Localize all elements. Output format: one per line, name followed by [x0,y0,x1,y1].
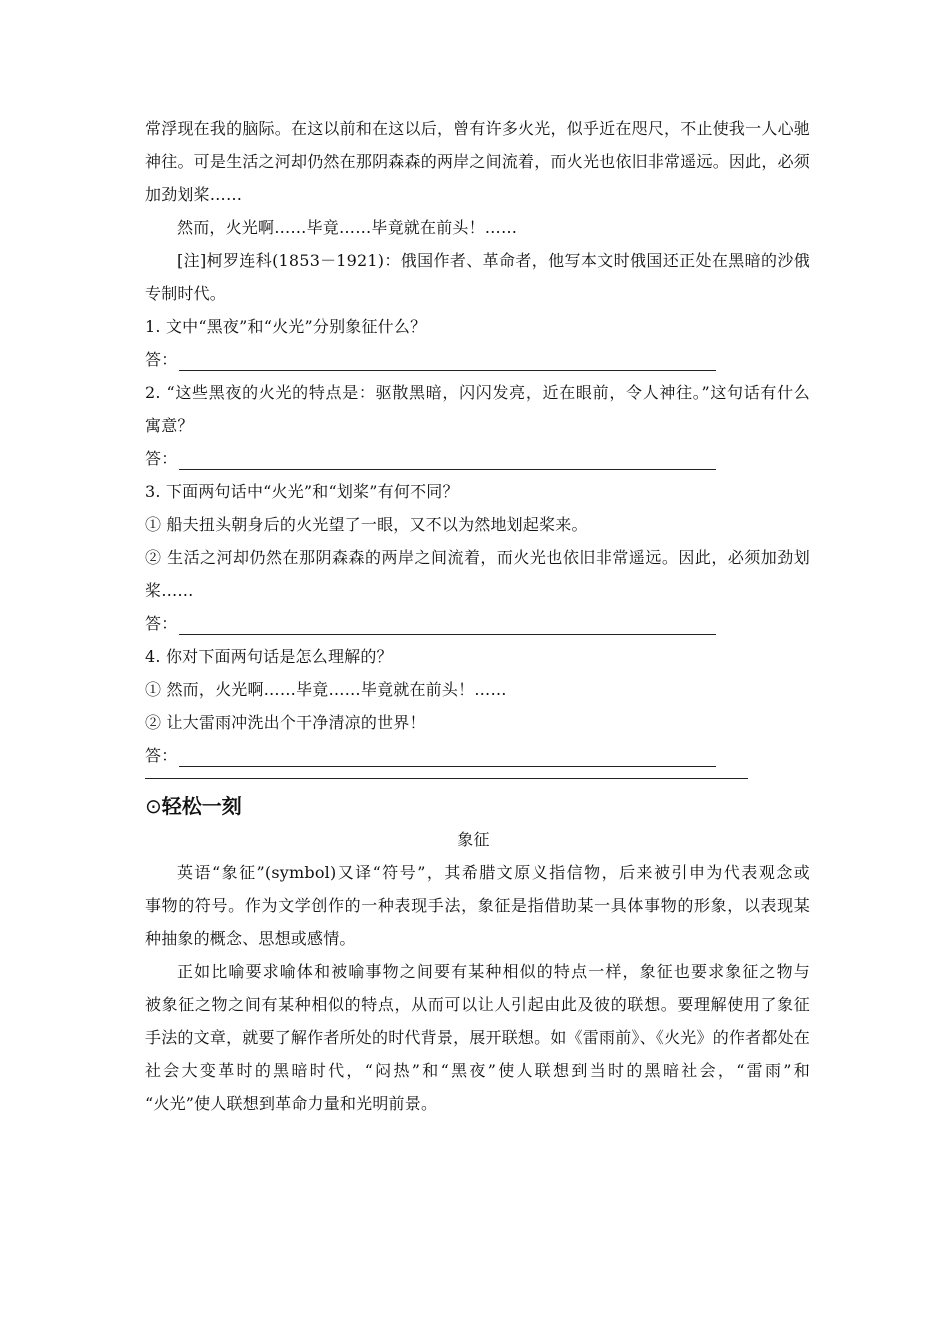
document-page [145,118,810,1126]
question-3-item-2: ② 生活之河却仍然在那阴森森的两岸之间流着，而火光也依旧非常遥远。因此，必须加劲划 [145,548,810,567]
paragraph-line: 事物的符号。作为文学创作的一种表现手法，象征是指借助某一具体事物的形象，以表现某 [145,896,810,915]
question-2: 2. “这些黑夜的火光的特点是：驱散黑暗，闪闪发亮，近在眼前，令人神往。”这句话有什么 [145,383,810,402]
paragraph-line: “火光”使人联想到革命力量和光明前景。 [145,1094,438,1113]
paragraph-line: 社会大变革时的黑暗时代，“闷热”和“黑夜”使人联想到当时的黑暗社会，“雷雨”和 [145,1061,810,1080]
answer-label: 答： [145,746,178,765]
answer-row-3 [145,613,810,635]
question-3-item-2-cont: 桨…… [145,581,194,600]
question-4-item-2: ② 让大雷雨冲洗出个干净清凉的世界！ [145,713,426,732]
paragraph-line: 英语“象征”(symbol)又译“符号”，其希腊文原义指信物，后来被引申为代表观念或 [177,863,810,882]
paragraph-line: 手法的文章，就要了解作者所处的时代背景，展开联想。如《雷雨前》、《火光》的作者都处在 [145,1028,810,1047]
answer-blank-4[interactable] [179,748,716,767]
answer-label: 答： [145,449,178,468]
answer-blank-2[interactable] [179,451,716,470]
note-line: [注]柯罗连科(1853－1921)：俄国作者、革命者，他写本文时俄国还正处在黑暗的沙俄 [177,251,810,270]
question-2-cont: 寓意？ [145,416,194,435]
answer-row-1 [145,349,810,371]
question-4: 4. 你对下面两句话是怎么理解的？ [145,647,393,666]
target-icon: ⊙ [145,794,162,818]
paragraph-line: 种抽象的概念、思想或感情。 [145,929,356,948]
paragraph-line: 正如比喻要求喻体和被喻事物之间要有某种相似的特点一样，象征也要求象征之物与 [177,962,810,981]
section-divider [145,778,748,779]
question-1: 1. 文中“黑夜”和“火光”分别象征什么？ [145,317,427,336]
question-4-item-1: ① 然而，火光啊……毕竟……毕竟就在前头！…… [145,680,507,699]
note-line: 专制时代。 [145,284,227,303]
answer-blank-1[interactable] [179,352,716,371]
section-subtitle: 象征 [457,830,490,849]
passage-closing: 然而，火光啊……毕竟……毕竟就在前头！…… [177,218,518,237]
answer-row-2 [145,448,810,470]
paragraph-line: 被象征之物之间有某种相似的特点，从而可以让人引起由此及彼的联想。要理解使用了象征 [145,995,810,1014]
question-3: 3. 下面两句话中“火光”和“划桨”有何不同？ [145,482,459,501]
section-title: 轻松一刻 [161,794,242,818]
passage-line: 神往。可是生活之河却仍然在那阴森森的两岸之间流着，而火光也依旧非常遥远。因此，必须 [145,152,810,171]
passage-line: 常浮现在我的脑际。在这以前和在这以后，曾有许多火光，似乎近在咫尺，不止使我一人心驰 [145,119,810,138]
passage-line: 加劲划桨…… [145,185,243,204]
answer-blank-3[interactable] [179,616,716,635]
answer-label: 答： [145,350,178,369]
question-3-item-1: ① 船夫扭头朝身后的火光望了一眼，又不以为然地划起桨来。 [145,515,588,534]
answer-label: 答： [145,614,178,633]
answer-row-4 [145,745,810,767]
section-heading [145,793,810,819]
